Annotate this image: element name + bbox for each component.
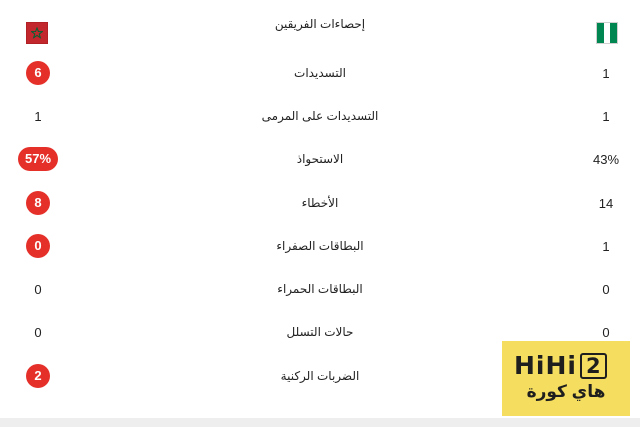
home-stat-value bbox=[8, 317, 68, 347]
away-stat-value: 0 bbox=[602, 324, 610, 340]
watermark-brand: HiHi bbox=[514, 351, 577, 380]
home-stat-text: 6 bbox=[26, 61, 50, 85]
away-stat-value: 1 bbox=[602, 65, 610, 81]
stats-title: إحصاءات الفريقين bbox=[274, 17, 366, 31]
stat-row bbox=[0, 188, 640, 218]
stat-row bbox=[0, 231, 640, 261]
home-stat-value bbox=[8, 144, 68, 174]
home-stat-value bbox=[8, 361, 68, 391]
bottom-divider bbox=[0, 418, 640, 427]
stat-label: الاستحواذ bbox=[296, 152, 344, 166]
away-stat-value: 14 bbox=[598, 195, 614, 211]
stat-label: البطاقات الصفراء bbox=[276, 239, 364, 253]
stat-row bbox=[0, 101, 640, 131]
home-stat-value bbox=[8, 231, 68, 261]
home-stat-value bbox=[8, 274, 68, 304]
home-stat-text: 0 bbox=[26, 234, 50, 258]
away-stat-value: 1 bbox=[602, 238, 610, 254]
home-stat-text: 0 bbox=[34, 281, 42, 297]
away-stat-value: 1 bbox=[602, 108, 610, 124]
watermark-logo bbox=[514, 351, 618, 380]
home-stat-text: 2 bbox=[26, 364, 50, 388]
home-stat-text: 8 bbox=[26, 191, 50, 215]
stat-label: البطاقات الحمراء bbox=[277, 282, 363, 296]
home-stat-value bbox=[8, 101, 68, 131]
watermark-arabic: هاي كورة bbox=[526, 382, 606, 401]
nigeria-flag-icon bbox=[596, 22, 618, 44]
stat-row bbox=[0, 58, 640, 88]
site-watermark bbox=[502, 341, 630, 416]
stat-label: التسديدات bbox=[294, 66, 346, 80]
morocco-flag-icon bbox=[26, 22, 48, 44]
home-stat-text: 1 bbox=[34, 108, 42, 124]
home-stat-value bbox=[8, 58, 68, 88]
away-stat-value: 43% bbox=[592, 151, 620, 167]
watermark-number: 2 bbox=[580, 353, 607, 379]
home-stat-text: 0 bbox=[34, 324, 42, 340]
stat-row bbox=[0, 274, 640, 304]
star-icon bbox=[31, 27, 43, 39]
stats-header-row bbox=[0, 9, 640, 39]
stat-label: حالات التسلل bbox=[286, 325, 354, 339]
stat-label: الضربات الركنية bbox=[280, 369, 360, 383]
away-stat-value: 0 bbox=[602, 281, 610, 297]
stat-row bbox=[0, 144, 640, 174]
stat-label: الأخطاء bbox=[301, 196, 339, 210]
home-stat-value bbox=[8, 188, 68, 218]
stat-label: التسديدات على المرمى bbox=[261, 109, 379, 123]
home-stat-text: 57% bbox=[18, 147, 58, 171]
